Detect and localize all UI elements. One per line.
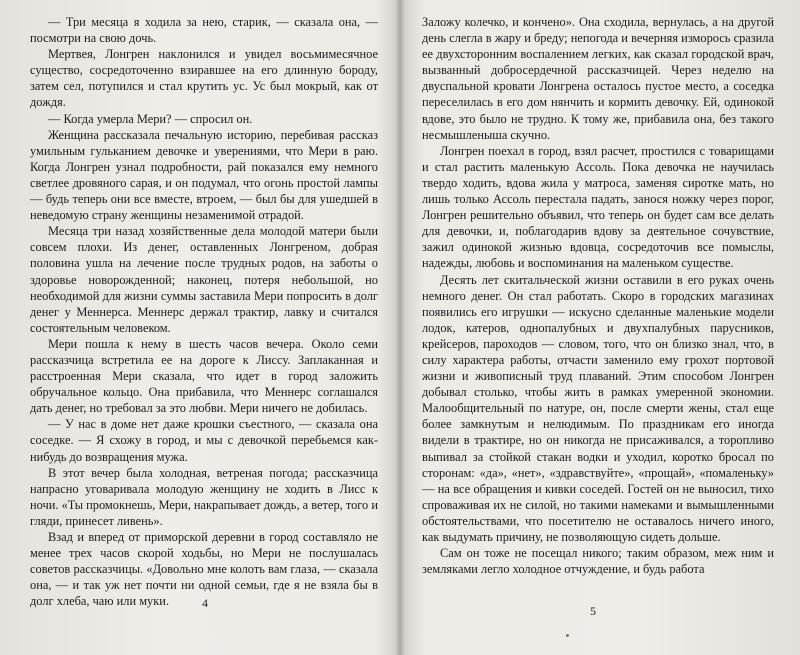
paragraph: — Когда умерла Мери? — спросил он. [48, 111, 253, 126]
paragraph: В этот вечер была холодная, ветреная погода; рассказчица напрасно уговаривала молодую женщину не ходить в Лисс к ночи. «Ты промокнешь, Мери, накрапывает дождь, а ветер, того и гляди, принесет ливень». [30, 465, 378, 528]
paragraph: Мери пошла к нему в шесть часов вечера. Около семи рассказчица встретила ее на дороге к Лиссу. Заплаканная и расстроенная Мери сказала, что идет в город заложить обручальное кольцо. Она прибавила, что Меннерс соглашался дать денег, но требовал за это любви. Мери ничего не добилась. [30, 336, 378, 416]
right-page-text [422, 14, 774, 577]
page-number: 5 [590, 604, 596, 618]
paragraph: Женщина рассказала печальную историю, перебивая рассказ умильным гульканием девочке и уверениями, что Мери в раю. Когда Лонгрен узнал подробности, рай показался ему немного светлее дровяного сарая, и он подумал, что огонь простой лампы — будь теперь они все вместе, втроем, — был бы для ушедшей в неведомую страну женщины незаменимой отрадой. [30, 127, 378, 223]
paragraph: — У нас в доме нет даже крошки съестного, — сказала она соседке. — Я схожу в город, и мы с девочкой перебьемся как-нибудь до возвращения мужа. [30, 417, 378, 464]
paragraph-continuation: Заложу колечко, и кончено». Она сходила, вернулась, а на другой день слегла в жару и бреду; непогода и вечерняя изморось сразила ее двухсторонним воспалением легких, как сказал городской врач, вызванный добросердечной рассказчицей. Через неделю на двуспальной кровати Лонгрена осталось пустое место, а соседка переселилась в его дом нянчить и кормить девочку. Ей, одинокой вдове, это было не трудно. К тому же, прибавила она, без такого несмышленыша скучно. [422, 15, 774, 142]
paragraph: Месяца три назад хозяйственные дела молодой матери были совсем плохи. Из денег, оставленных Лонгреном, добрая половина ушла на лечение после трудных родов, на заботы о здоровье новорожденной; наконец, потеря небольшой, но необходимой для жизни суммы заставила Мери попросить в долг денег у Меннерса. Меннерс держал трактир, лавку и считался состоятельным человеком. [30, 224, 378, 335]
paragraph: Сам он тоже не посещал никого; таким образом, меж ним и земляками легло холодное отчуждение, и будь работа [422, 546, 774, 577]
paragraph: Мертвея, Лонгрен наклонился и увидел восьмимесячное существо, сосредоточенно взиравшее на его длинную бороду, затем сел, потупился и стал крутить ус. Ус был мокрый, как от дождя. [30, 47, 378, 110]
book-gutter [395, 0, 405, 655]
left-page-text [30, 14, 378, 609]
paragraph: Десять лет скитальческой жизни оставили в его руках очень немного денег. Он стал работать. Скоро в городских магазинах появились его игрушки — искусно сделанные маленькие модели лодок, катеров, однопалубных и двухпалубных парусников, крейсеров, пароходов — словом, того, что он близко знал, что, в силу характера работы, отчасти заменило ему грохот портовой жизни и живописный труд плаваний. Этим способом Лонгрен добывал столько, чтобы жить в рамках умеренной экономии. Малообщительный по натуре, он, после смерти жены, стал еще более замкнутым и нелюдимым. По праздникам его иногда видели в трактире, но он никогда не присаживался, а торопливо выпивал за стойкой стакан водки и уходил, коротко бросал по сторонам: «да», «нет», «здравствуйте», «прощай», «помаленьку» — на все обращения и кивки соседей. Гостей он не выносил, тихо спроваживая их не силой, но такими намеками и вымышленными обстоятельствами, что посетителю не оставалось ничего иного, как выдумать причину, не позволяющую сидеть дольше. [422, 272, 774, 544]
left-page [30, 14, 378, 644]
page-number: 4 [202, 596, 208, 610]
paragraph: Взад и вперед от приморской деревни в город составляло не менее трех часов скорой ходьбы, но Мери не послушалась советов рассказчицы. «Довольно мне колоть вам глаза, — сказала она, — и так уж нет почти ни одной семьи, где я не взяла бы в долг хлеба, чаю или муки. [30, 530, 378, 609]
paragraph: Лонгрен поехал в город, взял расчет, простился с товарищами и стал растить маленькую Ассоль. Пока девочка не научилась твердо ходить, вдова жила у матроса, заменяя сиротке мать, но лишь только Ассоль перестала падать, занося ножку через порог, Лонгрен решительно объявил, что теперь он будет сам все делать для девочки, и, поблагодарив вдову за деятельное сочувствие, зажил одинокой жизнью вдовца, сосредоточив все помыслы, надежды, любовь и воспоминания на маленьком существе. [422, 143, 774, 271]
scan-speck [566, 634, 569, 637]
right-page [422, 14, 774, 644]
paragraph: — Три месяца я ходила за нею, старик, — сказала она, — посмотри на свою дочь. [30, 15, 378, 46]
